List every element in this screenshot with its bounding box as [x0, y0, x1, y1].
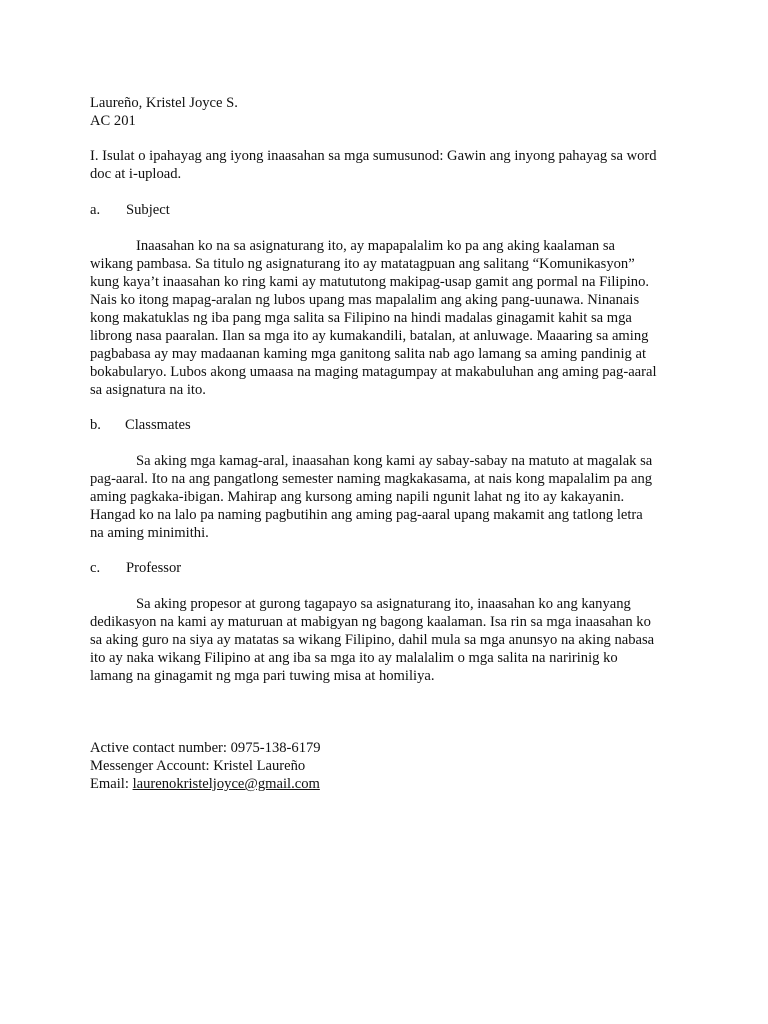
paragraph-line: bokabularyo. Lubos akong umaasa na maging matagumpay at makabuluhan ang aming pag-aaral [90, 364, 657, 380]
section-b-paragraph [90, 452, 690, 542]
paragraph-line: dedikasyon na kami ay maturuan at mabigyan ng bagong kaalaman. Isa rin sa mga inaasahan ko [90, 614, 651, 630]
section-a-marker: a. [90, 202, 101, 218]
paragraph-line: sa aking guro na siya ay matatas sa wikang Filipino, dahil mula sa mga anunsyo na aking nabasa [90, 632, 655, 648]
paragraph-line: kung kaya’t inaasahan ko ring kami ay matututong makipag-usap gamit ang pormal na Filipino. [90, 274, 650, 290]
paragraph-line: Sa aking mga kamag-aral, inaasahan kong kami ay sabay-sabay na matuto at magalak sa [136, 453, 653, 469]
section-c-heading [90, 559, 690, 577]
email-link[interactable]: laurenokristeljoyce@gmail.com [132, 776, 320, 792]
paragraph-line: Inaasahan ko na sa asignaturang ito, ay mapapalalim ko pa ang aking kaalaman sa [136, 238, 615, 254]
paragraph-line: Sa aking propesor at gurong tagapayo sa asignaturang ito, inaasahan ko ang kanyang [136, 596, 631, 612]
paragraph-line: lamang na ginagamit ng mga pari tuwing misa at homiliya. [90, 668, 435, 684]
contact-messenger: Messenger Account: Kristel Laureño [90, 758, 306, 774]
section-c-paragraph [90, 595, 690, 685]
paragraph-line: pagbabasa ay may madaanan kaming mga ganitong salita nab ago lamang sa aming pandinig at [90, 346, 647, 362]
paragraph-line: Nais ko itong mapag-aralan ng lubos upang mas mapalalim ang aking pang-uunawa. Ninanais [90, 292, 640, 308]
contact-email-label: Email: [90, 776, 133, 792]
instruction-line-2: doc at i-upload. [90, 166, 182, 182]
paragraph-line: pag-aaral. Ito na ang pangatlong semester naming magkakasama, at nais kong mapalalim pa ang [90, 471, 653, 487]
paragraph-line: sa asignatura na ito. [90, 382, 206, 398]
paragraph-line: na aming minimithi. [90, 525, 209, 541]
section-b-title: Classmates [125, 417, 191, 433]
student-section: AC 201 [90, 113, 136, 129]
contact-phone: Active contact number: 0975-138-6179 [90, 740, 321, 756]
contact-email-line [90, 775, 690, 793]
paragraph-line: Hangad ko na lalo pa naming pagbutihin ang aming pag-aaral upang makamit ang tatlong letra [90, 507, 643, 523]
section-a-heading [90, 201, 690, 219]
section-a-paragraph [90, 237, 690, 399]
section-b-marker: b. [90, 417, 101, 433]
paragraph-line: librong nasa paaralan. Ilan sa mga ito ay kumakandili, batalan, at anluwage. Maaaring sa aming [90, 328, 649, 344]
paragraph-line: wikang pambasa. Sa titulo ng asignaturang ito ay matatagpuan ang salitang “Komunikasyon” [90, 256, 635, 272]
section-b-heading [90, 416, 690, 434]
paragraph-line: ito ay naka wikang Filipino at ang iba sa mga ito ay malalalim o mga salita na naririnig ko [90, 650, 618, 666]
paragraph-line: kong makatuklas ng iba pang mga salita sa Filipino na hindi madalas ginagamit kahit sa mga [90, 310, 632, 326]
section-c-title: Professor [126, 560, 182, 576]
contact-block [90, 739, 690, 793]
section-a-title: Subject [126, 202, 170, 218]
section-c-marker: c. [90, 560, 101, 576]
instruction-line-1: I. Isulat o ipahayag ang iyong inaasahan sa mga sumusunod: Gawin ang inyong pahayag sa word [90, 148, 657, 164]
header-block [90, 94, 690, 130]
student-name: Laureño, Kristel Joyce S. [90, 95, 238, 111]
instruction-block [90, 147, 690, 183]
paragraph-line: aming pagkaka-ibigan. Mahirap ang kursong aming napili ngunit lahat ng ito ay kakayanin. [90, 489, 625, 505]
